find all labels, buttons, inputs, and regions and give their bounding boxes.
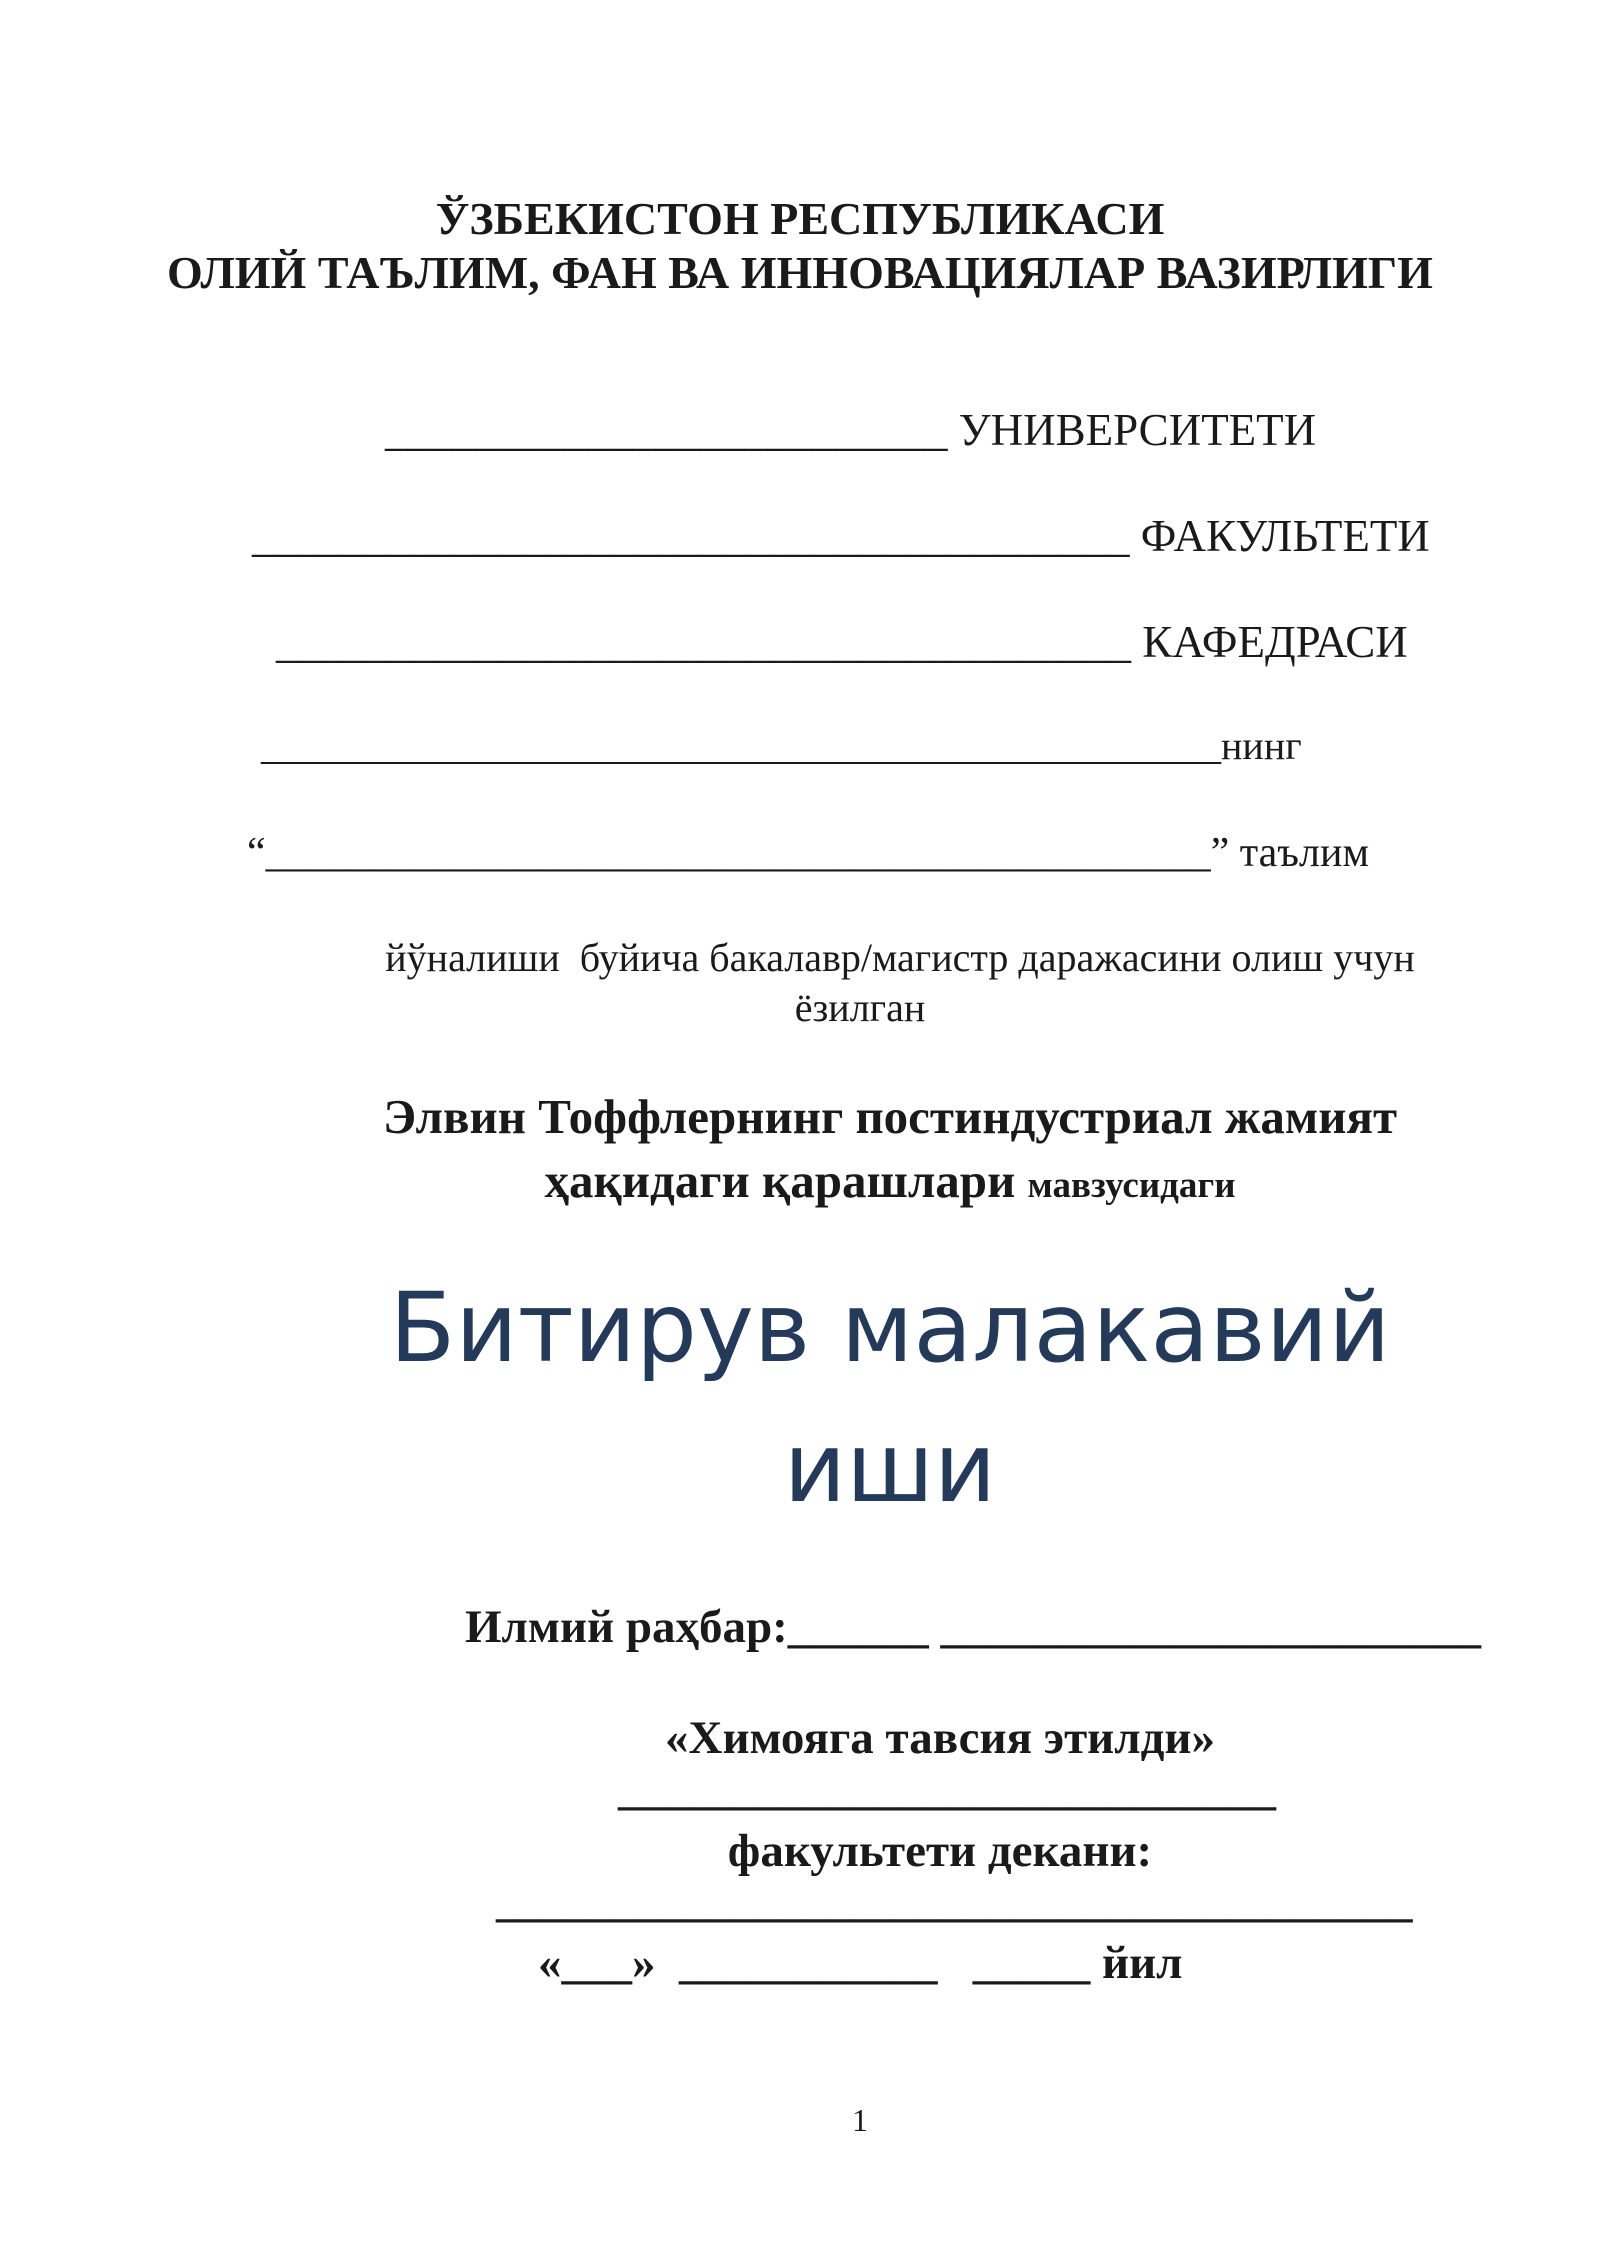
page-number: 1 bbox=[852, 2102, 868, 2138]
degree-description-line2: ёзилган bbox=[794, 985, 926, 1030]
ministry-header-line1: ЎЗБЕКИСТОН РЕСПУБЛИКАСИ bbox=[435, 193, 1165, 244]
date-line: «___» ___________ _____ йил bbox=[538, 1937, 1183, 1989]
thesis-topic-line2 bbox=[90, 1153, 1600, 1208]
university-field: _________________________ УНИВЕРСИТЕТИ bbox=[385, 405, 1317, 455]
document-title-line1: Битирув малакавий bbox=[389, 1272, 1391, 1384]
dean-underline: _______________________________________ bbox=[496, 1875, 1413, 1927]
student-name-field: ________________________________________________нинг bbox=[261, 723, 1302, 768]
supervisor-line: Илмий раҳбар:______ _______________________ bbox=[465, 1601, 1482, 1653]
thesis-topic-line1: Элвин Тоффлернинг постиндустриал жамият bbox=[382, 1089, 1398, 1144]
ministry-header-line2: ОЛИЙ ТАЪЛИМ, ФАН ВА ИННОВАЦИЯЛАР ВАЗИРЛИГИ bbox=[167, 247, 1433, 298]
faculty-field: _______________________________________ ФАКУЛЬТЕТИ bbox=[252, 511, 1430, 561]
defense-recommended: «Химояга тавсия этилди» bbox=[665, 1712, 1215, 1764]
recommended-underline: ____________________________ bbox=[618, 1763, 1276, 1815]
thesis-topic-suffix: мавзусидаги bbox=[1027, 1165, 1236, 1206]
thesis-topic-main: ҳақидаги қарашлари bbox=[544, 1153, 1016, 1208]
department-field: ______________________________________ КАФЕДРАСИ bbox=[276, 617, 1408, 667]
document-title-line2: иши bbox=[783, 1412, 997, 1524]
education-direction-field: “_____________________________________________” таълим bbox=[247, 830, 1370, 876]
faculty-dean-label: факультети декани: bbox=[727, 1825, 1153, 1877]
degree-description-line1: йўналиши буйича бакалавр/магистр даражасини олиш учун bbox=[385, 935, 1415, 980]
